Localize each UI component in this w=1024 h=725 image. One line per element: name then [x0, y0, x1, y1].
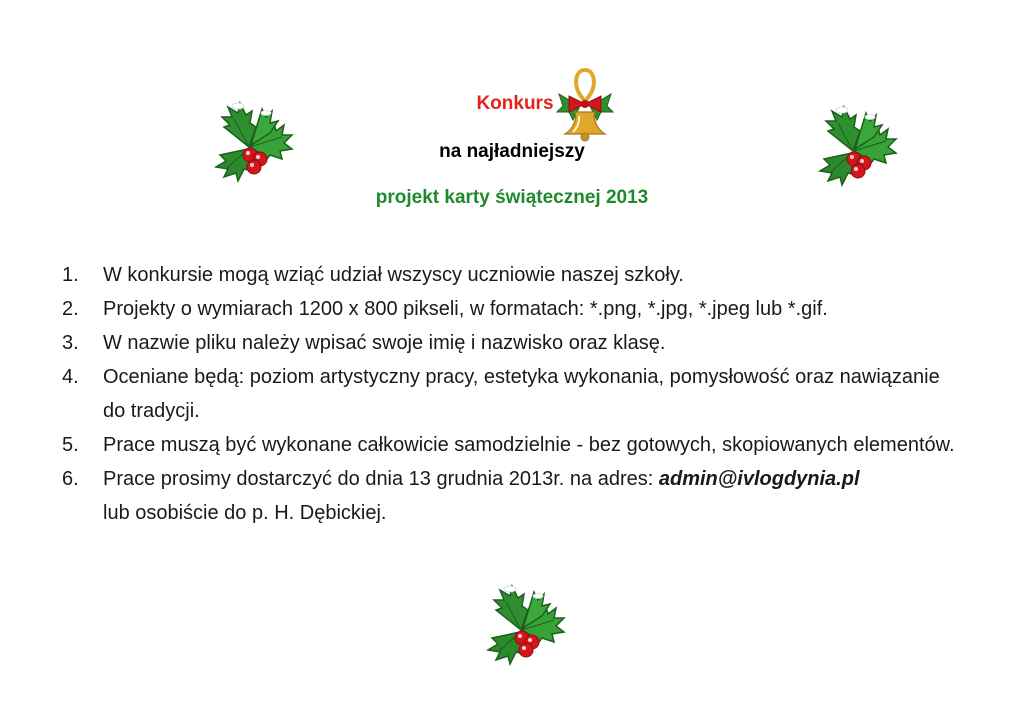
holly-icon: [808, 101, 898, 191]
list-item: [62, 360, 962, 428]
list-item-text: Prace muszą być wykonane całkowicie samodzielnie - bez gotowych, skopiowanych elementów.: [103, 434, 955, 456]
holly-icon: [476, 580, 566, 670]
contest-project-title: projekt karty świątecznej 2013: [375, 187, 649, 208]
list-item: [62, 462, 962, 530]
list-item-text: Oceniane będą: poziom artystyczny pracy, estetyka wykonania, pomysłowość oraz nawiązanie do tradycji.: [103, 366, 940, 422]
list-item-text: W konkursie mogą wziąć udział wszyscy uczniowie naszej szkoły.: [103, 264, 684, 286]
list-item-text: W nazwie pliku należy wpisać swoje imię i nazwisko oraz klasę.: [103, 332, 666, 354]
list-item: [62, 326, 962, 360]
list-item-number: 4.: [62, 366, 79, 388]
bell-with-bow-icon: [555, 66, 615, 144]
list-item: [62, 292, 962, 326]
list-item-number: 3.: [62, 332, 79, 354]
list-item: [62, 258, 962, 292]
list-item-text: Projekty o wymiarach 1200 x 800 pikseli, w formatach: *.png, *.jpg, *.jpeg lub *.gif.: [103, 298, 828, 320]
list-item-text-before: Prace prosimy dostarczyć do dnia 13 grudnia 2013r. na adres:: [103, 468, 659, 490]
contest-rules-list: [62, 258, 962, 530]
list-item-number: 1.: [62, 264, 79, 286]
contest-title: Konkurs: [476, 93, 554, 114]
email-link[interactable]: admin@ivlogdynia.pl: [658, 468, 860, 490]
list-item-text-after: lub osobiście do p. H. Dębickiej.: [103, 502, 387, 524]
contest-subtitle: na najładniejszy: [439, 141, 585, 162]
list-item-number: 6.: [62, 468, 79, 490]
list-item-number: 2.: [62, 298, 79, 320]
list-item: [62, 428, 962, 462]
holly-icon: [204, 97, 294, 187]
list-item-number: 5.: [62, 434, 79, 456]
